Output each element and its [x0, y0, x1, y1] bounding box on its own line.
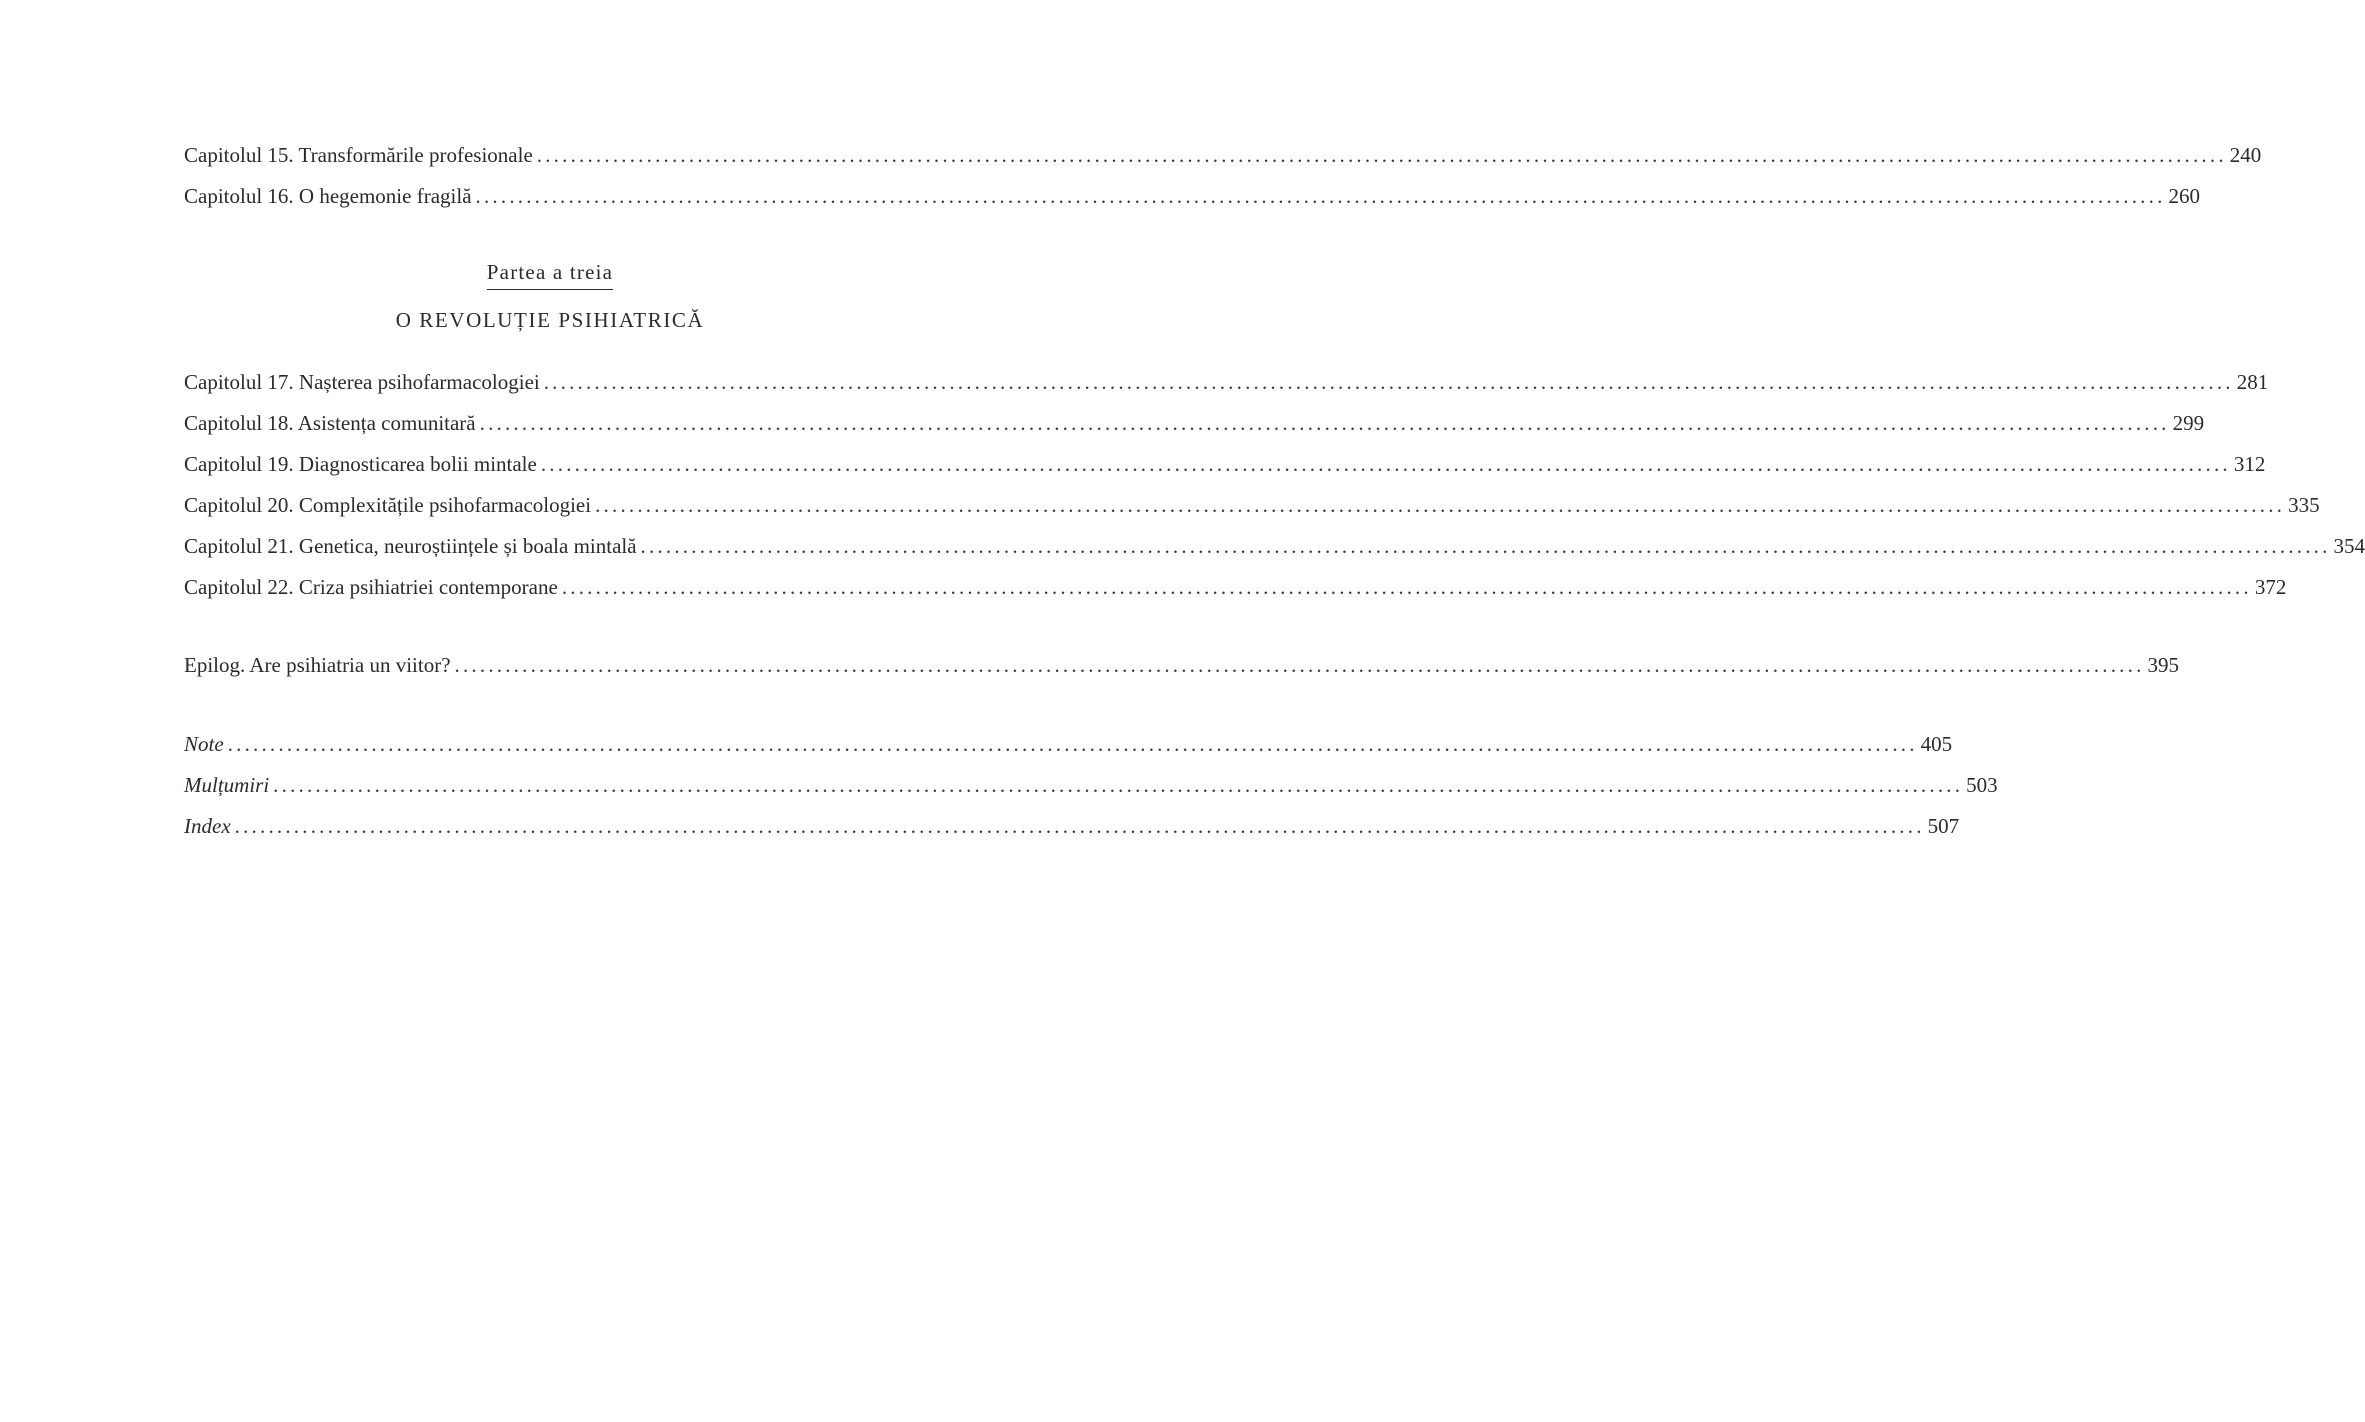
dot-leader: ........................................................................................................................................................................................................ — [234, 814, 1925, 838]
toc-entry-title: Capitolul 21. Genetica, neuroștiințele și boala mintală — [184, 534, 637, 558]
dot-leader: ........................................................................................................................................................................................................ — [479, 411, 2170, 435]
toc-entry-page: 260 — [2168, 184, 2201, 208]
dot-leader: ........................................................................................................................................................................................................ — [475, 184, 2166, 208]
toc-entry-title: Capitolul 15. Transformările profesionale — [184, 143, 533, 167]
dot-leader: ........................................................................................................................................................................................................ — [273, 773, 1964, 797]
toc-part2-tail — [184, 135, 2262, 217]
toc-entry-page: 503 — [1966, 773, 1998, 797]
toc-entry-page: 299 — [2172, 411, 2205, 435]
dot-leader: ........................................................................................................................................................................................................ — [540, 452, 2231, 476]
dot-leader: ........................................................................................................................................................................................................ — [640, 534, 2331, 558]
toc-entry-title: Capitolul 16. O hegemonie fragilă — [184, 184, 472, 208]
toc-entry[interactable] — [184, 806, 1960, 847]
part-title: O REVOLUȚIE PSIHIATRICĂ — [395, 308, 705, 332]
toc-entry-title: Capitolul 22. Criza psihiatriei contemporane — [184, 575, 558, 599]
toc-entry-title: Capitolul 18. Asistența comunitară — [184, 411, 476, 435]
toc-entry[interactable] — [184, 485, 2320, 526]
dot-leader: ........................................................................................................................................................................................................ — [543, 370, 2234, 394]
toc-entry-title: Capitolul 19. Diagnosticarea bolii mintale — [184, 452, 537, 476]
toc-epilog — [184, 645, 2180, 686]
dot-leader: ........................................................................................................................................................................................................ — [227, 732, 1918, 756]
toc-entry[interactable] — [184, 645, 2180, 686]
toc-entry[interactable] — [184, 444, 2266, 485]
toc-entry[interactable] — [184, 724, 1953, 765]
toc-entry-title: Note — [184, 732, 224, 756]
toc-entry-page: 405 — [1920, 732, 1953, 756]
dot-leader: ........................................................................................................................................................................................................ — [454, 653, 2145, 677]
dot-leader: ........................................................................................................................................................................................................ — [561, 575, 2252, 599]
toc-entry-page: 395 — [2147, 653, 2180, 677]
toc-entry-page: 354 — [2333, 534, 2365, 558]
toc-entry[interactable] — [184, 135, 2262, 176]
toc-entry-page: 240 — [2229, 143, 2262, 167]
part-label: Partea a treia — [487, 260, 613, 290]
toc-entry-page: 507 — [1927, 814, 1960, 838]
toc-entry[interactable] — [184, 567, 2287, 608]
toc-entry-title: Mulțumiri — [184, 773, 270, 797]
toc-entry-page: 312 — [2233, 452, 2266, 476]
toc-back-matter — [184, 724, 1998, 847]
part-heading — [0, 260, 1100, 290]
toc-entry-page: 335 — [2288, 493, 2320, 517]
toc-entry-page: 281 — [2236, 370, 2269, 394]
toc-entry[interactable] — [184, 765, 1998, 806]
dot-leader: ........................................................................................................................................................................................................ — [595, 493, 2286, 517]
toc-part3-chapters — [184, 362, 2365, 608]
toc-entry[interactable] — [184, 526, 2365, 567]
toc-entry-title: Epilog. Are psihiatria un viitor? — [184, 653, 451, 677]
toc-entry-page: 372 — [2254, 575, 2287, 599]
toc-entry-title: Capitolul 17. Nașterea psihofarmacologiei — [184, 370, 540, 394]
toc-entry[interactable] — [184, 362, 2269, 403]
dot-leader: ........................................................................................................................................................................................................ — [536, 143, 2227, 167]
toc-entry[interactable] — [184, 403, 2205, 444]
toc-entry-title: Index — [184, 814, 231, 838]
toc-entry-title: Capitolul 20. Complexitățile psihofarmacologiei — [184, 493, 592, 517]
toc-entry[interactable] — [184, 176, 2201, 217]
